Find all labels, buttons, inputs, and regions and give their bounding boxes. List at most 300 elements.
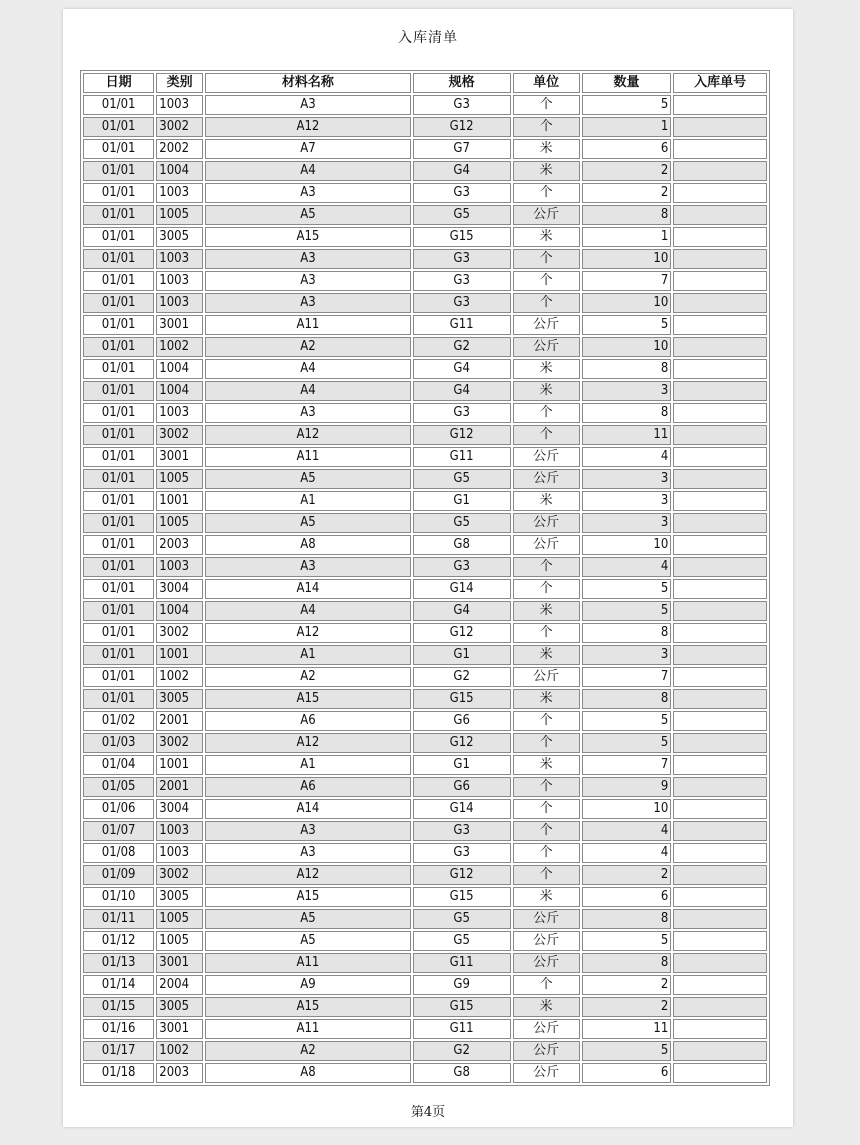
cell-date: 01/01 — [83, 205, 154, 225]
cell-receipt-number — [673, 535, 767, 555]
cell-spec: G1 — [413, 645, 511, 665]
cell-quantity: 1 — [582, 117, 672, 137]
cell-date: 01/01 — [83, 183, 154, 203]
table-row — [83, 337, 767, 357]
cell-date: 01/01 — [83, 579, 154, 599]
table-row — [83, 227, 767, 247]
cell-receipt-number — [673, 755, 767, 775]
table-body — [83, 95, 767, 1083]
cell-spec: G15 — [413, 887, 511, 907]
table-row — [83, 249, 767, 269]
cell-category: 1004 — [156, 161, 203, 181]
page-number: 第4页 — [410, 1105, 446, 1120]
cell-category: 1005 — [156, 469, 203, 489]
table-row — [83, 293, 767, 313]
cell-material-name: A6 — [205, 711, 411, 731]
cell-material-name: A14 — [205, 799, 411, 819]
cell-quantity: 5 — [582, 601, 672, 621]
cell-unit: 米 — [513, 359, 580, 379]
cell-unit: 公斤 — [513, 337, 580, 357]
cell-receipt-number — [673, 513, 767, 533]
cell-material-name: A12 — [205, 117, 411, 137]
cell-material-name: A15 — [205, 887, 411, 907]
cell-category: 1003 — [156, 403, 203, 423]
cell-date: 01/01 — [83, 139, 154, 159]
cell-material-name: A1 — [205, 645, 411, 665]
cell-date: 01/01 — [83, 535, 154, 555]
cell-quantity: 2 — [582, 997, 672, 1017]
cell-receipt-number — [673, 469, 767, 489]
cell-spec: G6 — [413, 711, 511, 731]
table-row — [83, 117, 767, 137]
cell-receipt-number — [673, 623, 767, 643]
cell-material-name: A1 — [205, 491, 411, 511]
cell-category: 1003 — [156, 821, 203, 841]
cell-unit: 个 — [513, 249, 580, 269]
cell-unit: 米 — [513, 161, 580, 181]
cell-date: 01/01 — [83, 513, 154, 533]
cell-spec: G11 — [413, 1019, 511, 1039]
cell-spec: G2 — [413, 667, 511, 687]
cell-unit: 公斤 — [513, 1019, 580, 1039]
cell-receipt-number — [673, 139, 767, 159]
cell-receipt-number — [673, 1019, 767, 1039]
table-row — [83, 1063, 767, 1083]
cell-date: 01/02 — [83, 711, 154, 731]
cell-category: 3005 — [156, 689, 203, 709]
cell-quantity: 8 — [582, 359, 672, 379]
table-row — [83, 777, 767, 797]
cell-spec: G15 — [413, 227, 511, 247]
table-row — [83, 623, 767, 643]
inventory-sheet — [80, 70, 770, 1086]
cell-category: 2002 — [156, 139, 203, 159]
cell-quantity: 8 — [582, 623, 672, 643]
cell-category: 3001 — [156, 1019, 203, 1039]
cell-date: 01/01 — [83, 469, 154, 489]
cell-quantity: 8 — [582, 689, 672, 709]
column-header-spec: 规格 — [413, 73, 511, 93]
cell-unit: 米 — [513, 997, 580, 1017]
cell-spec: G5 — [413, 513, 511, 533]
cell-spec: G12 — [413, 425, 511, 445]
cell-unit: 个 — [513, 403, 580, 423]
table-row — [83, 733, 767, 753]
table-row — [83, 909, 767, 929]
cell-quantity: 5 — [582, 711, 672, 731]
cell-unit: 米 — [513, 601, 580, 621]
cell-spec: G12 — [413, 733, 511, 753]
cell-spec: G5 — [413, 469, 511, 489]
cell-material-name: A11 — [205, 953, 411, 973]
cell-material-name: A2 — [205, 667, 411, 687]
table-row — [83, 403, 767, 423]
table-row — [83, 315, 767, 335]
cell-unit: 米 — [513, 227, 580, 247]
cell-date: 01/01 — [83, 117, 154, 137]
cell-category: 1001 — [156, 491, 203, 511]
cell-receipt-number — [673, 227, 767, 247]
cell-unit: 个 — [513, 821, 580, 841]
cell-unit: 公斤 — [513, 315, 580, 335]
cell-date: 01/10 — [83, 887, 154, 907]
cell-unit: 个 — [513, 579, 580, 599]
column-header-receipt-number: 入库单号 — [673, 73, 767, 93]
cell-receipt-number — [673, 381, 767, 401]
table-row — [83, 381, 767, 401]
cell-spec: G7 — [413, 139, 511, 159]
cell-quantity: 7 — [582, 271, 672, 291]
document-title: 入库清单 — [398, 30, 458, 46]
column-header-date: 日期 — [83, 73, 154, 93]
cell-spec: G3 — [413, 843, 511, 863]
cell-date: 01/13 — [83, 953, 154, 973]
cell-category: 1005 — [156, 513, 203, 533]
cell-spec: G3 — [413, 183, 511, 203]
cell-receipt-number — [673, 887, 767, 907]
cell-receipt-number — [673, 249, 767, 269]
cell-unit: 公斤 — [513, 909, 580, 929]
cell-category: 1002 — [156, 337, 203, 357]
cell-unit: 个 — [513, 95, 580, 115]
table-row — [83, 469, 767, 489]
cell-unit: 个 — [513, 183, 580, 203]
cell-spec: G3 — [413, 403, 511, 423]
cell-material-name: A4 — [205, 161, 411, 181]
cell-receipt-number — [673, 557, 767, 577]
cell-spec: G2 — [413, 337, 511, 357]
table-row — [83, 997, 767, 1017]
cell-unit: 个 — [513, 777, 580, 797]
cell-receipt-number — [673, 689, 767, 709]
cell-quantity: 8 — [582, 205, 672, 225]
cell-unit: 公斤 — [513, 953, 580, 973]
cell-material-name: A6 — [205, 777, 411, 797]
cell-unit: 米 — [513, 139, 580, 159]
cell-material-name: A12 — [205, 425, 411, 445]
cell-spec: G4 — [413, 359, 511, 379]
cell-material-name: A11 — [205, 315, 411, 335]
cell-receipt-number — [673, 733, 767, 753]
cell-material-name: A3 — [205, 293, 411, 313]
cell-quantity: 7 — [582, 667, 672, 687]
cell-quantity: 3 — [582, 491, 672, 511]
cell-material-name: A4 — [205, 601, 411, 621]
cell-quantity: 5 — [582, 95, 672, 115]
cell-category: 3002 — [156, 733, 203, 753]
cell-category: 3005 — [156, 887, 203, 907]
cell-material-name: A5 — [205, 469, 411, 489]
cell-receipt-number — [673, 95, 767, 115]
cell-material-name: A3 — [205, 843, 411, 863]
cell-spec: G4 — [413, 601, 511, 621]
cell-category: 1003 — [156, 249, 203, 269]
cell-quantity: 2 — [582, 865, 672, 885]
cell-unit: 个 — [513, 293, 580, 313]
cell-spec: G11 — [413, 447, 511, 467]
cell-material-name: A12 — [205, 623, 411, 643]
cell-quantity: 10 — [582, 249, 672, 269]
cell-quantity: 5 — [582, 1041, 672, 1061]
table-row — [83, 425, 767, 445]
cell-material-name: A5 — [205, 205, 411, 225]
cell-category: 3005 — [156, 997, 203, 1017]
cell-receipt-number — [673, 711, 767, 731]
cell-category: 3005 — [156, 227, 203, 247]
table-row — [83, 953, 767, 973]
cell-category: 1005 — [156, 205, 203, 225]
cell-receipt-number — [673, 447, 767, 467]
cell-date: 01/08 — [83, 843, 154, 863]
cell-date: 01/01 — [83, 249, 154, 269]
cell-material-name: A12 — [205, 733, 411, 753]
cell-receipt-number — [673, 183, 767, 203]
cell-spec: G3 — [413, 249, 511, 269]
cell-receipt-number — [673, 953, 767, 973]
cell-date: 01/15 — [83, 997, 154, 1017]
cell-quantity: 3 — [582, 381, 672, 401]
cell-spec: G3 — [413, 557, 511, 577]
cell-date: 01/01 — [83, 689, 154, 709]
cell-receipt-number — [673, 293, 767, 313]
cell-date: 01/01 — [83, 667, 154, 687]
cell-date: 01/01 — [83, 95, 154, 115]
cell-category: 1002 — [156, 1041, 203, 1061]
cell-category: 3004 — [156, 579, 203, 599]
cell-unit: 个 — [513, 975, 580, 995]
cell-material-name: A5 — [205, 513, 411, 533]
cell-spec: G1 — [413, 491, 511, 511]
cell-material-name: A3 — [205, 271, 411, 291]
cell-date: 01/01 — [83, 403, 154, 423]
cell-category: 2004 — [156, 975, 203, 995]
cell-date: 01/04 — [83, 755, 154, 775]
cell-date: 01/12 — [83, 931, 154, 951]
table-row — [83, 205, 767, 225]
cell-quantity: 3 — [582, 645, 672, 665]
cell-date: 01/11 — [83, 909, 154, 929]
table-row — [83, 755, 767, 775]
table-row — [83, 975, 767, 995]
cell-material-name: A2 — [205, 337, 411, 357]
cell-receipt-number — [673, 667, 767, 687]
column-header-quantity: 数量 — [582, 73, 672, 93]
cell-material-name: A11 — [205, 1019, 411, 1039]
cell-spec: G1 — [413, 755, 511, 775]
cell-date: 01/01 — [83, 447, 154, 467]
cell-spec: G12 — [413, 623, 511, 643]
cell-spec: G3 — [413, 821, 511, 841]
cell-quantity: 2 — [582, 161, 672, 181]
cell-receipt-number — [673, 403, 767, 423]
cell-material-name: A2 — [205, 1041, 411, 1061]
cell-category: 3004 — [156, 799, 203, 819]
table-header-row — [83, 73, 767, 93]
cell-quantity: 4 — [582, 821, 672, 841]
cell-quantity: 3 — [582, 469, 672, 489]
cell-date: 01/01 — [83, 337, 154, 357]
cell-category: 3002 — [156, 865, 203, 885]
cell-quantity: 8 — [582, 909, 672, 929]
cell-spec: G8 — [413, 535, 511, 555]
cell-material-name: A15 — [205, 227, 411, 247]
cell-spec: G5 — [413, 909, 511, 929]
column-header-unit: 单位 — [513, 73, 580, 93]
cell-category: 1004 — [156, 601, 203, 621]
cell-date: 01/01 — [83, 601, 154, 621]
cell-material-name: A3 — [205, 95, 411, 115]
cell-spec: G3 — [413, 271, 511, 291]
table-row — [83, 491, 767, 511]
cell-quantity: 11 — [582, 1019, 672, 1039]
cell-date: 01/14 — [83, 975, 154, 995]
cell-receipt-number — [673, 161, 767, 181]
cell-category: 1005 — [156, 931, 203, 951]
cell-material-name: A1 — [205, 755, 411, 775]
cell-date: 01/01 — [83, 271, 154, 291]
cell-category: 1005 — [156, 909, 203, 929]
cell-spec: G2 — [413, 1041, 511, 1061]
cell-date: 01/01 — [83, 293, 154, 313]
cell-category: 2003 — [156, 1063, 203, 1083]
table-row — [83, 887, 767, 907]
cell-receipt-number — [673, 601, 767, 621]
cell-unit: 米 — [513, 689, 580, 709]
cell-quantity: 10 — [582, 293, 672, 313]
cell-receipt-number — [673, 359, 767, 379]
cell-category: 1004 — [156, 359, 203, 379]
cell-spec: G5 — [413, 205, 511, 225]
cell-quantity: 4 — [582, 843, 672, 863]
cell-unit: 个 — [513, 799, 580, 819]
table-row — [83, 183, 767, 203]
cell-receipt-number — [673, 579, 767, 599]
cell-quantity: 4 — [582, 447, 672, 467]
cell-receipt-number — [673, 645, 767, 665]
cell-quantity: 10 — [582, 535, 672, 555]
cell-date: 01/03 — [83, 733, 154, 753]
cell-material-name: A3 — [205, 821, 411, 841]
cell-category: 1003 — [156, 293, 203, 313]
cell-receipt-number — [673, 315, 767, 335]
cell-category: 1002 — [156, 667, 203, 687]
cell-date: 01/01 — [83, 315, 154, 335]
cell-material-name: A11 — [205, 447, 411, 467]
cell-receipt-number — [673, 491, 767, 511]
table-row — [83, 359, 767, 379]
cell-quantity: 10 — [582, 799, 672, 819]
cell-spec: G8 — [413, 1063, 511, 1083]
cell-spec: G5 — [413, 931, 511, 951]
cell-category: 1004 — [156, 381, 203, 401]
cell-spec: G15 — [413, 689, 511, 709]
cell-quantity: 2 — [582, 183, 672, 203]
cell-category: 3001 — [156, 447, 203, 467]
cell-date: 01/01 — [83, 161, 154, 181]
cell-quantity: 8 — [582, 953, 672, 973]
cell-date: 01/07 — [83, 821, 154, 841]
cell-unit: 公斤 — [513, 513, 580, 533]
cell-receipt-number — [673, 777, 767, 797]
cell-material-name: A5 — [205, 909, 411, 929]
cell-date: 01/01 — [83, 227, 154, 247]
cell-spec: G12 — [413, 117, 511, 137]
cell-category: 2003 — [156, 535, 203, 555]
cell-receipt-number — [673, 271, 767, 291]
table-row — [83, 1019, 767, 1039]
cell-category: 3002 — [156, 117, 203, 137]
cell-unit: 个 — [513, 425, 580, 445]
cell-category: 2001 — [156, 777, 203, 797]
cell-unit: 个 — [513, 557, 580, 577]
cell-receipt-number — [673, 1041, 767, 1061]
cell-material-name: A3 — [205, 249, 411, 269]
cell-unit: 公斤 — [513, 469, 580, 489]
table-row — [83, 579, 767, 599]
cell-spec: G14 — [413, 799, 511, 819]
cell-date: 01/16 — [83, 1019, 154, 1039]
cell-receipt-number — [673, 997, 767, 1017]
table-row — [83, 95, 767, 115]
cell-receipt-number — [673, 865, 767, 885]
cell-unit: 公斤 — [513, 1041, 580, 1061]
table-row — [83, 931, 767, 951]
cell-unit: 米 — [513, 491, 580, 511]
table-row — [83, 865, 767, 885]
cell-category: 1001 — [156, 645, 203, 665]
table-row — [83, 821, 767, 841]
cell-unit: 公斤 — [513, 667, 580, 687]
cell-material-name: A4 — [205, 359, 411, 379]
cell-unit: 公斤 — [513, 1063, 580, 1083]
cell-material-name: A9 — [205, 975, 411, 995]
cell-receipt-number — [673, 337, 767, 357]
cell-unit: 公斤 — [513, 447, 580, 467]
cell-spec: G4 — [413, 381, 511, 401]
cell-material-name: A15 — [205, 997, 411, 1017]
cell-spec: G3 — [413, 293, 511, 313]
cell-spec: G9 — [413, 975, 511, 995]
cell-spec: G11 — [413, 953, 511, 973]
cell-unit: 公斤 — [513, 931, 580, 951]
cell-unit: 米 — [513, 755, 580, 775]
cell-unit: 公斤 — [513, 205, 580, 225]
cell-quantity: 6 — [582, 139, 672, 159]
table-row — [83, 535, 767, 555]
cell-unit: 个 — [513, 623, 580, 643]
cell-material-name: A15 — [205, 689, 411, 709]
cell-material-name: A3 — [205, 183, 411, 203]
cell-unit: 米 — [513, 381, 580, 401]
cell-material-name: A8 — [205, 1063, 411, 1083]
document-page — [63, 9, 793, 1127]
table-row — [83, 139, 767, 159]
cell-quantity: 5 — [582, 931, 672, 951]
cell-unit: 个 — [513, 711, 580, 731]
cell-category: 3002 — [156, 623, 203, 643]
cell-unit: 个 — [513, 271, 580, 291]
table-row — [83, 1041, 767, 1061]
table-row — [83, 843, 767, 863]
cell-spec: G12 — [413, 865, 511, 885]
table-row — [83, 161, 767, 181]
cell-receipt-number — [673, 975, 767, 995]
cell-material-name: A14 — [205, 579, 411, 599]
cell-category: 1003 — [156, 183, 203, 203]
cell-quantity: 3 — [582, 513, 672, 533]
cell-category: 2001 — [156, 711, 203, 731]
cell-date: 01/01 — [83, 359, 154, 379]
